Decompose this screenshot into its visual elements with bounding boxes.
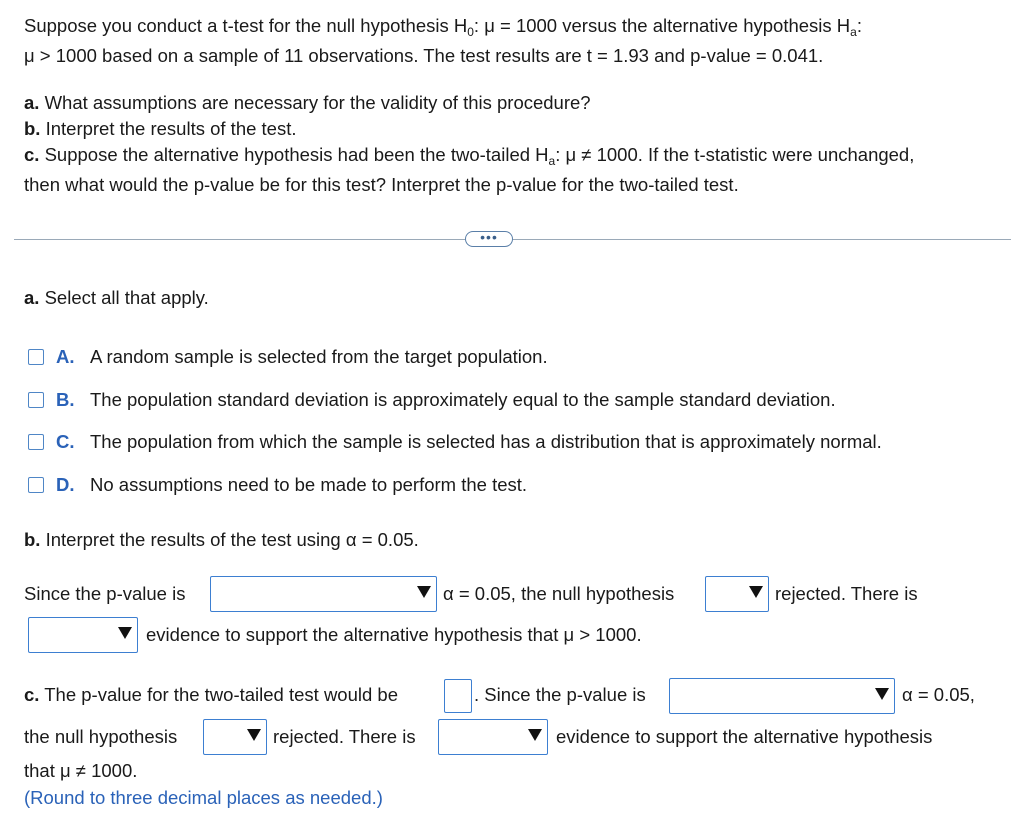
expand-more-button[interactable]: ••• — [465, 231, 513, 247]
b-evidence-select[interactable] — [28, 617, 138, 653]
option-d-text: No assumptions need to be made to perform the test. — [90, 474, 528, 495]
option-a-checkbox[interactable] — [28, 349, 44, 365]
option-d-checkbox[interactable] — [28, 477, 44, 493]
question-part-a: a. What assumptions are necessary for the validity of this procedure? — [24, 92, 591, 113]
section-c-null-text: the null hypothesis — [24, 726, 178, 747]
c-evidence-select[interactable] — [438, 719, 548, 755]
round-note: (Round to three decimal places as needed.) — [24, 787, 383, 808]
option-b-text: The population standard deviation is approximately equal to the sample standard deviation. — [90, 389, 836, 410]
question-part-c-line2: then what would the p-value be for this test? Interpret the p-value for the two-tailed test. — [24, 174, 739, 195]
divider-right — [513, 239, 1011, 240]
option-c-checkbox[interactable] — [28, 434, 44, 450]
option-d-letter: D. — [56, 474, 75, 495]
section-c-evidence-text: evidence to support the alternative hypothesis — [556, 726, 933, 747]
question-part-b: b. Interpret the results of the test. — [24, 118, 297, 139]
option-c[interactable] — [28, 430, 882, 454]
option-b-checkbox[interactable] — [28, 392, 44, 408]
section-c-title: c. The p-value for the two-tailed test would be — [24, 684, 398, 705]
option-a[interactable] — [28, 345, 548, 369]
option-c-text: The population from which the sample is selected has a distribution that is approximately normal. — [90, 431, 882, 452]
c-pvalue-input[interactable] — [444, 679, 472, 713]
section-b-since-text: Since the p-value is — [24, 583, 186, 604]
section-c-alpha-text: α = 0.05, — [902, 684, 975, 705]
section-c-rejected-text: rejected. There is — [273, 726, 416, 747]
chevron-down-icon — [528, 729, 542, 741]
section-b-evidence-text: evidence to support the alternative hypothesis that μ > 1000. — [146, 624, 642, 645]
section-c-that-text: that μ ≠ 1000. — [24, 760, 138, 781]
option-a-text: A random sample is selected from the target population. — [90, 346, 548, 367]
section-b-alpha-text: α = 0.05, the null hypothesis — [443, 583, 675, 604]
chevron-down-icon — [118, 627, 132, 639]
section-c-since-text: . Since the p-value is — [474, 684, 646, 705]
section-b-rejected-text: rejected. There is — [775, 583, 918, 604]
chevron-down-icon — [875, 688, 889, 700]
option-b[interactable] — [28, 388, 836, 412]
b-null-hypothesis-select[interactable] — [705, 576, 769, 612]
section-b-title: b. Interpret the results of the test using α = 0.05. — [24, 529, 419, 550]
section-a-title: a. Select all that apply. — [24, 287, 209, 308]
option-a-letter: A. — [56, 346, 75, 367]
divider-left — [14, 239, 465, 240]
option-c-letter: C. — [56, 431, 75, 452]
chevron-down-icon — [417, 586, 431, 598]
option-d[interactable] — [28, 473, 527, 497]
question-intro-line2: μ > 1000 based on a sample of 11 observations. The test results are t = 1.93 and p-value = 0.041. — [24, 45, 824, 66]
question-part-c: c. Suppose the alternative hypothesis had been the two-tailed $H_a$: μ ≠ 1000. If the t-statistic were unchanged, — [24, 144, 915, 168]
chevron-down-icon — [749, 586, 763, 598]
chevron-down-icon — [247, 729, 261, 741]
question-intro-line1: Suppose you conduct a t-test for the null hypothesis $H_0$: μ = 1000 versus the alternative hypothesis $H_a$: — [24, 15, 862, 39]
c-pvalue-comparison-select[interactable] — [669, 678, 895, 714]
c-null-hypothesis-select[interactable] — [203, 719, 267, 755]
b-pvalue-comparison-select[interactable] — [210, 576, 437, 612]
option-b-letter: B. — [56, 389, 75, 410]
